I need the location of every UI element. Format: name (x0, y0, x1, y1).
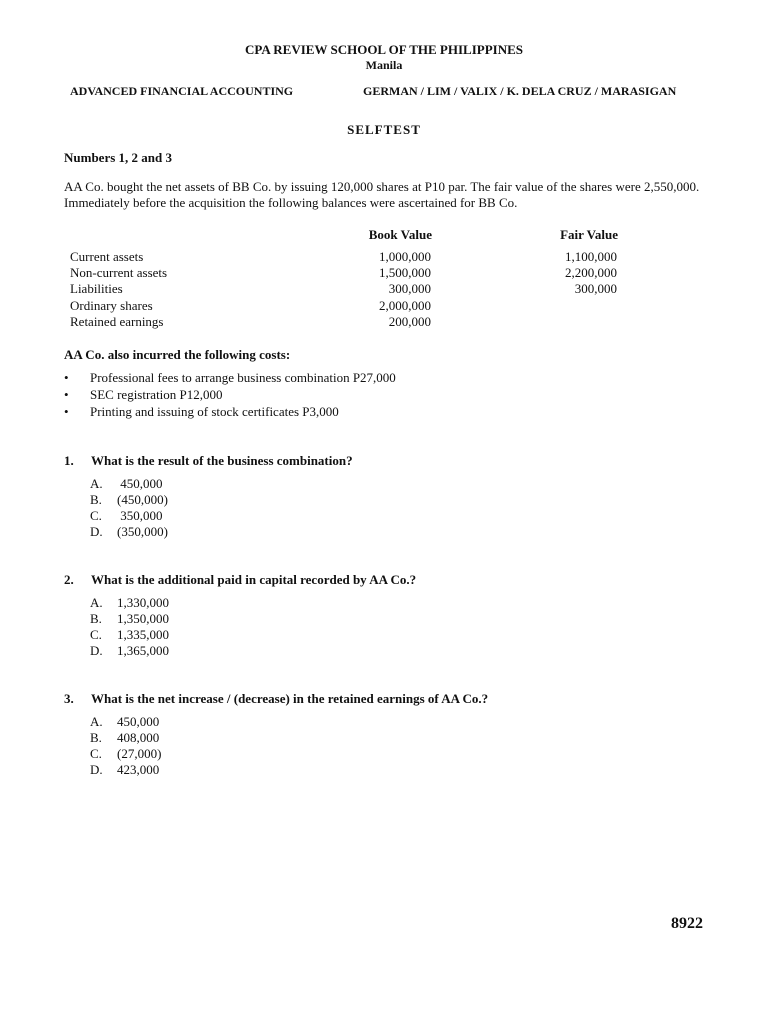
header-book-value: Book Value (368, 227, 432, 242)
book-value-cell: 1,500,000 (379, 265, 431, 280)
row-label: Retained earnings (70, 314, 164, 329)
option-letter: C. (90, 627, 102, 642)
option-letter: B. (90, 730, 102, 745)
row-label: Ordinary shares (70, 298, 153, 313)
option-value: (450,000) (117, 492, 168, 507)
option-letter: A. (90, 595, 103, 610)
question-number: 1. (64, 453, 74, 468)
school-city: Manila (365, 58, 403, 72)
book-value-cell: 1,000,000 (379, 249, 431, 264)
bullet-icon: • (64, 404, 69, 419)
option-letter: B. (90, 611, 102, 626)
problem-paragraph: AA Co. bought the net assets of BB Co. by issuing 120,000 shares at P10 par. The fair value of the shares were 2,550,000. Immediately before the acquisition the following balances were ascertained for BB Co. (64, 179, 700, 210)
fair-value-cell: 300,000 (574, 281, 617, 296)
option-value: 1,335,000 (117, 627, 169, 642)
question-text: What is the result of the business combination? (91, 453, 353, 468)
option-letter: D. (90, 762, 103, 777)
list-item: SEC registration P12,000 (90, 387, 223, 402)
fair-value-cell: 1,100,000 (565, 249, 617, 264)
row-label: Liabilities (70, 281, 123, 296)
question-number: 2. (64, 572, 74, 587)
option-value: 450,000 (117, 476, 163, 491)
authors: GERMAN / LIM / VALIX / K. DELA CRUZ / MARASIGAN (363, 84, 677, 98)
costs-heading: AA Co. also incurred the following costs: (64, 347, 291, 362)
header-fair-value: Fair Value (560, 227, 618, 242)
question-number: 3. (64, 691, 74, 706)
page-title: SELFTEST (347, 122, 421, 137)
option-value: (350,000) (117, 524, 168, 539)
row-label: Current assets (70, 249, 144, 264)
book-value-cell: 300,000 (388, 281, 431, 296)
bullet-icon: • (64, 370, 69, 385)
option-value: 423,000 (117, 762, 160, 777)
option-letter: C. (90, 508, 102, 523)
school-name: CPA REVIEW SCHOOL OF THE PHILIPPINES (245, 42, 523, 57)
option-letter: A. (90, 476, 103, 491)
course-title: ADVANCED FINANCIAL ACCOUNTING (70, 84, 294, 98)
fair-value-cell: 2,200,000 (565, 265, 617, 280)
list-item: Printing and issuing of stock certificates P3,000 (90, 404, 339, 419)
option-value: 450,000 (117, 714, 160, 729)
option-value: 1,350,000 (117, 611, 169, 626)
option-letter: B. (90, 492, 102, 507)
book-value-cell: 200,000 (388, 314, 431, 329)
option-letter: C. (90, 746, 102, 761)
option-letter: D. (90, 643, 103, 658)
question-text: What is the additional paid in capital recorded by AA Co.? (91, 572, 417, 587)
option-letter: D. (90, 524, 103, 539)
book-value-cell: 2,000,000 (379, 298, 431, 313)
row-label: Non-current assets (70, 265, 168, 280)
option-value: 1,330,000 (117, 595, 169, 610)
option-value: (27,000) (117, 746, 162, 761)
section-heading: Numbers 1, 2 and 3 (64, 150, 172, 165)
option-value: 350,000 (117, 508, 163, 523)
bullet-icon: • (64, 387, 69, 402)
list-item: Professional fees to arrange business combination P27,000 (90, 370, 396, 385)
question-text: What is the net increase / (decrease) in the retained earnings of AA Co.? (91, 691, 489, 706)
option-value: 408,000 (117, 730, 160, 745)
option-letter: A. (90, 714, 103, 729)
option-value: 1,365,000 (117, 643, 169, 658)
page-number: 8922 (671, 915, 703, 932)
